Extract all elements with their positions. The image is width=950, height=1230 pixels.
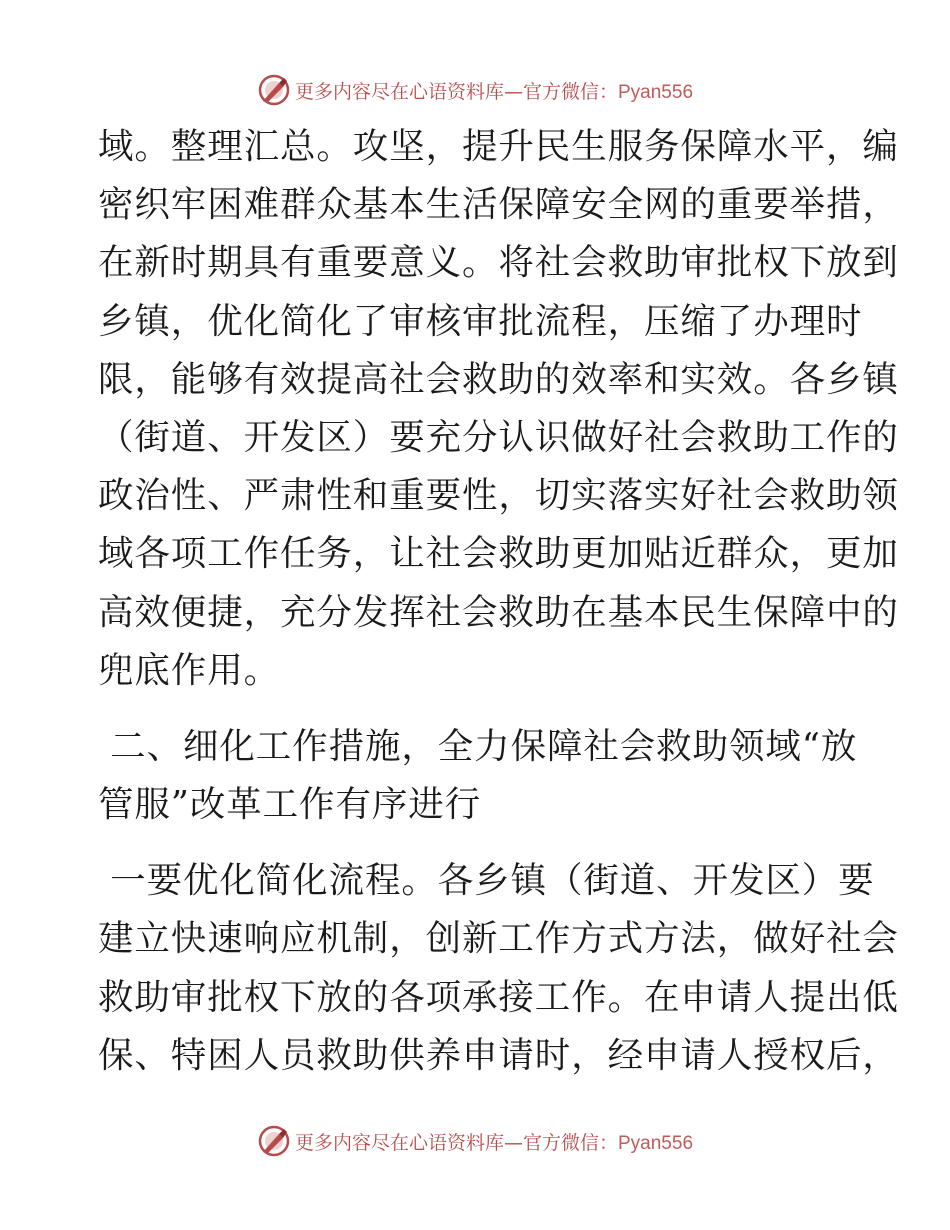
text-line: 域各项工作任务，让社会救助更加贴近群众，更加: [98, 533, 899, 575]
pen-logo-icon: [257, 73, 291, 107]
text-line: 政治性、严肃性和重要性，切实落实好社会救助领: [98, 475, 899, 517]
document-body: [98, 118, 899, 1085]
paragraph-intro: [98, 118, 899, 700]
header-watermark: [0, 70, 950, 110]
text-line: 一要优化简化流程。各乡镇（街道、开发区）要: [98, 860, 875, 902]
text-line: 保、特困人员救助供养申请时，经申请人授权后，: [98, 1034, 899, 1076]
heading-line: 管服”改革工作有序进行: [98, 784, 482, 826]
text-line: 兜底作用。: [98, 649, 281, 691]
footer-watermark: [0, 1121, 950, 1161]
text-line: 域。整理汇总。攻坚，提升民生服务保障水平，编: [98, 126, 899, 167]
text-line: 高效便捷，充分发挥社会救助在基本民生保障中的: [98, 591, 899, 633]
text-line: （街道、开发区）要充分认识做好社会救助工作的: [98, 416, 899, 458]
section-heading: [98, 718, 858, 834]
pen-logo-icon: [257, 1124, 291, 1158]
watermark-text: 更多内容尽在心语资料库—官方微信：Pyan556: [294, 1131, 694, 1154]
heading-line: 二、细化工作措施，全力保障社会救助领域“放: [98, 725, 858, 767]
text-line: 乡镇，优化简化了审核审批流程，压缩了办理时: [98, 300, 863, 342]
text-line: 在新时期具有重要意义。将社会救助审批权下放到: [98, 242, 899, 284]
paragraph-measures: [98, 852, 899, 1085]
text-line: 密织牢困难群众基本生活保障安全网的重要举措，: [98, 184, 899, 226]
text-line: 建立快速响应机制，创新工作方式方法，做好社会: [98, 918, 899, 960]
text-line: 限，能够有效提高社会救助的效率和实效。各乡镇: [98, 358, 899, 400]
watermark-text: 更多内容尽在心语资料库—官方微信：Pyan556: [294, 80, 694, 103]
text-line: 救助审批权下放的各项承接工作。在申请人提出低: [98, 976, 899, 1018]
